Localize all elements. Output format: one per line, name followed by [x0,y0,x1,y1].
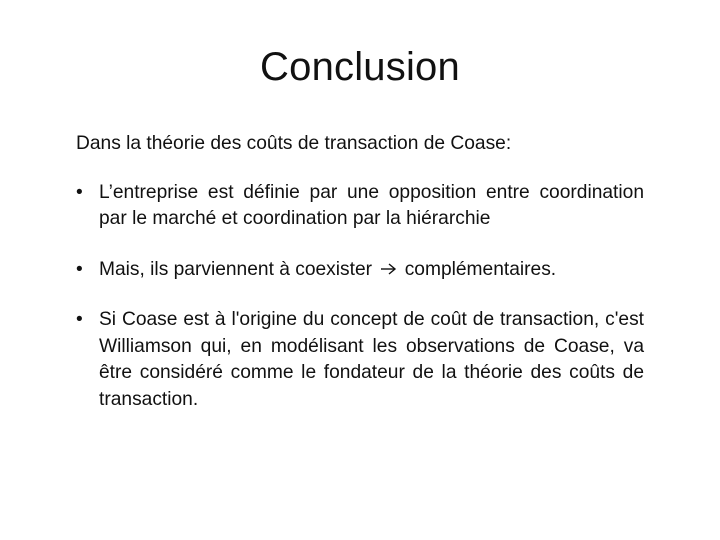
slide-title: Conclusion [260,45,460,89]
bullet-dot: • [76,309,83,330]
bullet-text-1: L’entreprise est définie par une opposition entre coordination par le marché et coordination par la hiérarchie [99,181,644,229]
arrow-right-icon [380,262,397,276]
bullet-dot: • [76,181,83,203]
bullet-list [76,180,644,414]
bullet-text-2-after: complémentaires. [404,258,557,280]
slide-body [76,131,644,437]
intro-text: Dans la théorie des coûts de transaction de Coase: [76,133,512,154]
bullet-dot: • [76,258,83,280]
bullet-item-2 [76,257,644,284]
bullet-item-3 [76,307,644,413]
bullet-text-2-before: Mais, ils parviennent à coexister [99,258,373,280]
bullet-text-3: Si Coase est à l'origine du concept de coût de transaction, c'est Williamson qui, en modélisant les observations de Coase, va être considéré comme le fondateur de la théorie des coûts de transaction. [99,309,644,410]
bullet-item-1 [76,180,644,233]
